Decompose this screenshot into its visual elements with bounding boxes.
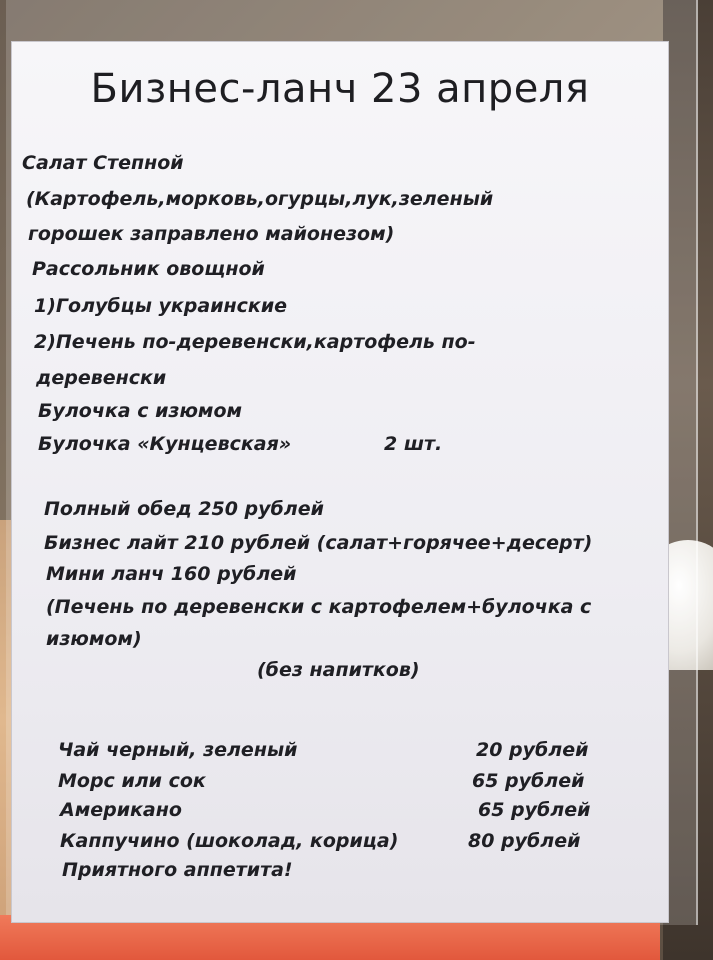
offer-line: (Печень по деревенски с картофелем+булочка с bbox=[46, 596, 592, 618]
offer-line: Полный обед 250 рублей bbox=[44, 498, 324, 520]
menu-item: горошек заправлено майонезом) bbox=[28, 223, 395, 245]
menu-item: 2)Печень по-деревенски,картофель по- bbox=[34, 331, 476, 353]
drink-price: 20 рублей bbox=[476, 739, 589, 761]
drink-name: Каппучино (шоколад, корица) bbox=[60, 830, 399, 852]
bun-quantity: 2 шт. bbox=[384, 433, 443, 455]
drink-name: Морс или сок bbox=[58, 770, 206, 792]
menu-item: деревенски bbox=[36, 367, 167, 389]
drink-price: 65 рублей bbox=[472, 770, 585, 792]
closing-text: Приятного аппетита! bbox=[62, 859, 293, 881]
menu-item: Рассольник овощной bbox=[32, 258, 265, 280]
menu-item: 1)Голубцы украинские bbox=[34, 295, 288, 317]
menu-item: Салат Степной bbox=[22, 152, 184, 174]
menu-title: Бизнес-ланч 23 апреля bbox=[90, 66, 590, 112]
menu-item: Булочка «Кунцевская» bbox=[38, 433, 292, 455]
drink-name: Чай черный, зеленый bbox=[58, 739, 298, 761]
offer-line: изюмом) bbox=[46, 628, 142, 650]
offer-line: Бизнес лайт 210 рублей (салат+горячее+десерт) bbox=[44, 532, 593, 554]
offer-line: Мини ланч 160 рублей bbox=[46, 563, 297, 585]
menu-sheet bbox=[12, 42, 668, 922]
no-drinks-note: (без напитков) bbox=[257, 659, 420, 681]
menu-item: Булочка с изюмом bbox=[38, 400, 243, 422]
drink-name: Американо bbox=[60, 799, 182, 821]
drink-price: 80 рублей bbox=[468, 830, 581, 852]
menu-item: (Картофель,морковь,огурцы,лук,зеленый bbox=[26, 188, 494, 210]
drink-price: 65 рублей bbox=[478, 799, 591, 821]
